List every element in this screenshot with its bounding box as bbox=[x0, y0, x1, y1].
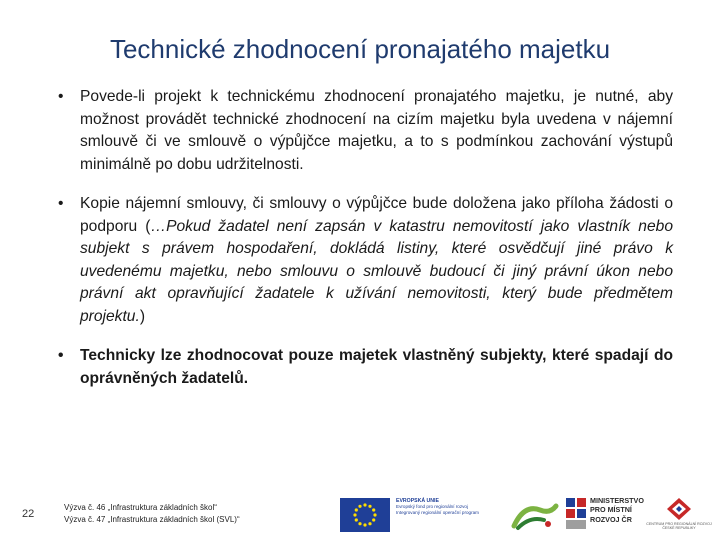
footer-call-references bbox=[64, 502, 240, 526]
page-number: 22 bbox=[22, 508, 35, 520]
bullet-dot: • bbox=[58, 195, 64, 212]
bullet-item-2 bbox=[58, 193, 673, 328]
bullet-item-1 bbox=[58, 86, 673, 176]
call-reference-46: Výzva č. 46 „Infrastruktura základních škol“ bbox=[64, 503, 217, 512]
bullet-text-lead: Kopie nájemní smlouvy, či smlouvy o výpůjčce bude doložena jako příloha žádosti o podporu ( bbox=[80, 195, 673, 235]
bullet-text: Technicky lze zhodnocovat pouze majetek vlastněný subjekty, které spadají do oprávněných žadatelů. bbox=[80, 347, 673, 387]
crr-logo-text bbox=[644, 522, 714, 531]
call-reference-47: Výzva č. 47 „Infrastruktura základních škol (SVL)“ bbox=[64, 515, 240, 524]
bullet-dot: • bbox=[58, 88, 64, 105]
slide-title: Technické zhodnocení pronajatého majetku bbox=[109, 34, 611, 64]
eu-logo-line: Integrovaný regionální operační program bbox=[396, 510, 479, 516]
bullet-item-3 bbox=[58, 345, 673, 390]
crr-emblem-icon bbox=[644, 496, 714, 522]
ministry-logo-text bbox=[590, 496, 644, 524]
ministry-emblem-icon bbox=[564, 496, 588, 532]
ministry-logo-line: PRO MÍSTNÍ bbox=[590, 505, 632, 515]
irop-logo-icon bbox=[510, 500, 560, 532]
bullet-list bbox=[58, 86, 673, 407]
bullet-text-trail: ) bbox=[139, 307, 146, 325]
eu-logo-text bbox=[396, 498, 506, 517]
crr-logo-line: ČESKÉ REPUBLIKY bbox=[662, 526, 696, 531]
ministry-logo-line: ROZVOJ ČR bbox=[590, 514, 632, 524]
ministry-logo bbox=[564, 496, 644, 534]
ministry-logo-line: MINISTERSTVO bbox=[590, 496, 644, 505]
crr-logo bbox=[644, 496, 714, 534]
eu-logo-line: EVROPSKÁ UNIE bbox=[396, 498, 439, 504]
bullet-text-italic: …Pokud žadatel není zapsán v katastru nemovitostí jako vlastník nebo subjekt s právem hospodaření, dokládá listiny, které osvědčují jiné právo k uvedenému majetku, nebo smlouvu o smlouvě budoucí či jiný právní úkon nebo právní akt opravňující žadatele k užívání nemovitosti, který bude předmětem projektu. bbox=[80, 217, 673, 325]
eu-flag-icon bbox=[340, 498, 390, 532]
eu-logo-line: Evropský fond pro regionální rozvoj bbox=[396, 504, 469, 510]
bullet-dot: • bbox=[58, 347, 64, 364]
crr-logo-line: CENTRUM PRO REGIONÁLNÍ ROZVOJ bbox=[646, 522, 712, 526]
bullet-text: Povede-li projekt k technickému zhodnocení pronajatého majetku, je nutné, aby možnost provádět technické zhodnocení na cizím majetku byla uvedena v nájemní smlouvě či ve smlouvě o výpůjčce majetku, a to s podmínkou zachování výstupů minimálně po dobu udržitelnosti. bbox=[80, 88, 673, 173]
